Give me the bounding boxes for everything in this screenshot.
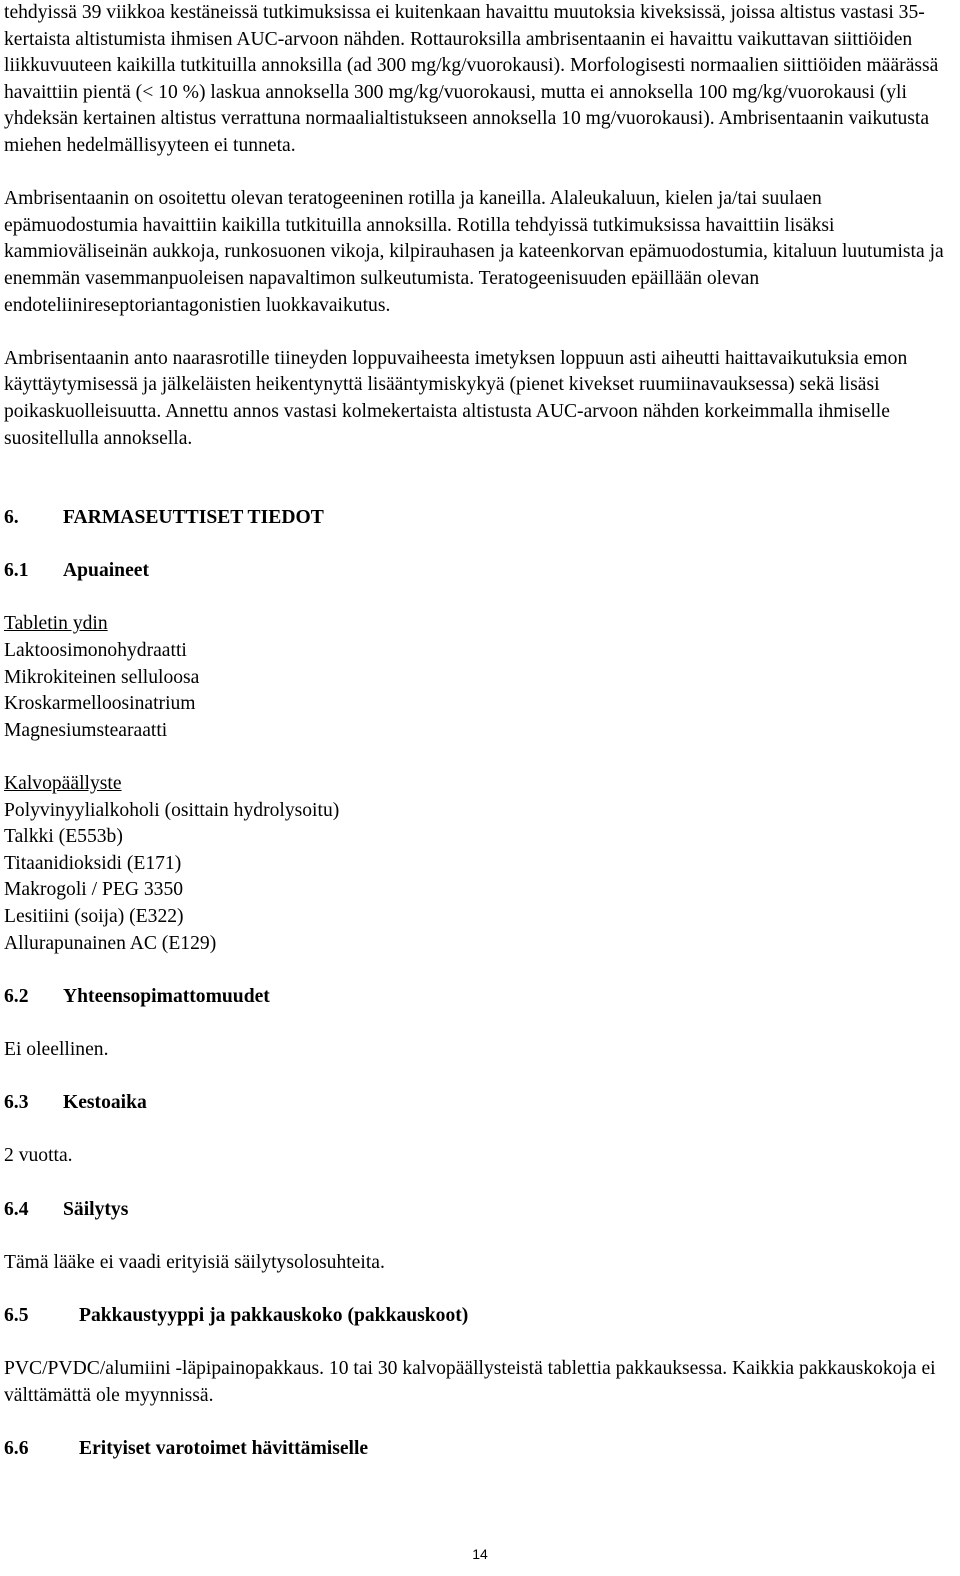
section-title: Erityiset varotoimet hävittämiselle <box>79 1437 369 1459</box>
section-title: Apuaineet <box>63 560 150 582</box>
section-6-4-heading <box>4 1197 952 1224</box>
list-item: Laktoosimonohydraatti <box>4 640 187 662</box>
section-title: Pakkaustyyppi ja pakkauskoko (pakkauskoot) <box>79 1304 469 1326</box>
tablet-core-label: Tabletin ydin <box>4 613 108 635</box>
section-title: Kestoaika <box>63 1092 147 1114</box>
section-6-1-heading <box>4 558 952 585</box>
tablet-core-list <box>4 638 952 744</box>
section-6-2-text: Ei oleellinen. <box>4 1038 109 1060</box>
section-6-heading <box>4 505 952 532</box>
list-item: Magnesiumstearaatti <box>4 719 168 741</box>
list-item: Lesitiini (soija) (E322) <box>4 906 184 927</box>
paragraph-male-fertility: tehdyissä 39 viikkoa kestäneissä tutkimuksissa ei kuitenkaan havaittu muutoksia kiveksissä, joissa altistus vastasi 35-kertaista altistumista ihmisen AUC-arvoon nähden. Rottauroksilla ambrisentaanin ei havaittu vaikuttavan siittiöiden liikkuvuuteen kaikilla tutkituilla annoksilla (ad 300 mg/kg/vuorokausi). Morfologisesti normaalien siittiöiden määrässä havaittiin pientä (< 10 %) laskua annoksella 300 mg/kg/vuorokausi, mutta ei annoksella 100 mg/kg/vuorokausi (yli yhdeksän kertainen altistus verrattuna normaalialtistukseen annoksella 10 mg/vuorokausi). Ambrisentaanin vaikutusta miehen hedelmällisyyteen ei tunneta. <box>4 2 939 156</box>
paragraph-perinatal-toxicity: Ambrisentaanin anto naarasrotille tiineyden loppuvaiheesta imetyksen loppuun asti aiheutti haittavaikutuksia emon käyttäytymisessä ja jälkeläisten heikentynyttä lisääntymiskykyä (pienet kivekset ruumiinavauksessa) sekä lisäsi poikaskuolleisuutta. Annettu annos vastasi kolmekertaista altistusta AUC-arvoon nähden korkeimmalla ihmiselle suositellulla annoksella. <box>4 347 908 449</box>
coating-label: Kalvopäällyste <box>4 773 122 795</box>
section-title: FARMASEUTTISET TIEDOT <box>63 507 324 529</box>
list-item: Mikrokiteinen selluloosa <box>4 666 200 688</box>
list-item: Allurapunainen AC (E129) <box>4 932 217 954</box>
section-number: 6.3 <box>4 1092 29 1114</box>
section-number: 6.6 <box>4 1437 29 1459</box>
section-6-2-heading <box>4 984 952 1011</box>
list-item: Titaanidioksidi (E171) <box>4 852 182 874</box>
section-number: 6.5 <box>4 1304 29 1326</box>
section-number: 6.1 <box>4 560 29 582</box>
page-number: 14 <box>472 1546 488 1562</box>
list-item: Polyvinyylialkoholi (osittain hydrolysoitu) <box>4 799 340 821</box>
section-6-3-text: 2 vuotta. <box>4 1145 73 1167</box>
document-page <box>4 0 952 1462</box>
section-6-4-text: Tämä lääke ei vaadi erityisiä säilytysolosuhteita. <box>4 1251 385 1273</box>
section-6-3-heading <box>4 1090 952 1117</box>
section-number: 6.4 <box>4 1198 29 1220</box>
section-title: Yhteensopimattomuudet <box>63 985 270 1007</box>
section-title: Säilytys <box>63 1198 129 1220</box>
section-number: 6.2 <box>4 985 29 1007</box>
section-6-6-heading <box>4 1436 952 1463</box>
coating-list <box>4 798 952 958</box>
section-number: 6. <box>4 507 19 529</box>
list-item: Talkki (E553b) <box>4 826 123 848</box>
section-6-5-heading <box>4 1303 952 1330</box>
section-6-5-text: PVC/PVDC/alumiini -läpipainopakkaus. 10 tai 30 kalvopäällysteistä tablettia pakkauksessa. Kaikkia pakkauskokoja ei välttämättä ole myynnissä. <box>4 1358 936 1406</box>
paragraph-teratogenicity: Ambrisentaanin on osoitettu olevan teratogeeninen rotilla ja kaneilla. Alaleukaluun, kielen ja/tai suulaen epämuodostumia havaittiin kaikilla tutkituilla annoksilla. Rotilla tehdyissä tutkimuksissa havaittiin lisäksi kammioväliseinän aukkoja, runkosuonen vikoja, kilpirauhasen ja kateenkorvan epämuodostumia, kitaluun luutumista ja enemmän vasemmanpuoleisen napavaltimon sulkeutumista. Teratogeenisuuden epäillään olevan endoteliinireseptoriantagonistien luokkavaikutus. <box>4 188 944 316</box>
list-item: Makrogoli / PEG 3350 <box>4 879 184 901</box>
list-item: Kroskarmelloosinatrium <box>4 693 196 715</box>
